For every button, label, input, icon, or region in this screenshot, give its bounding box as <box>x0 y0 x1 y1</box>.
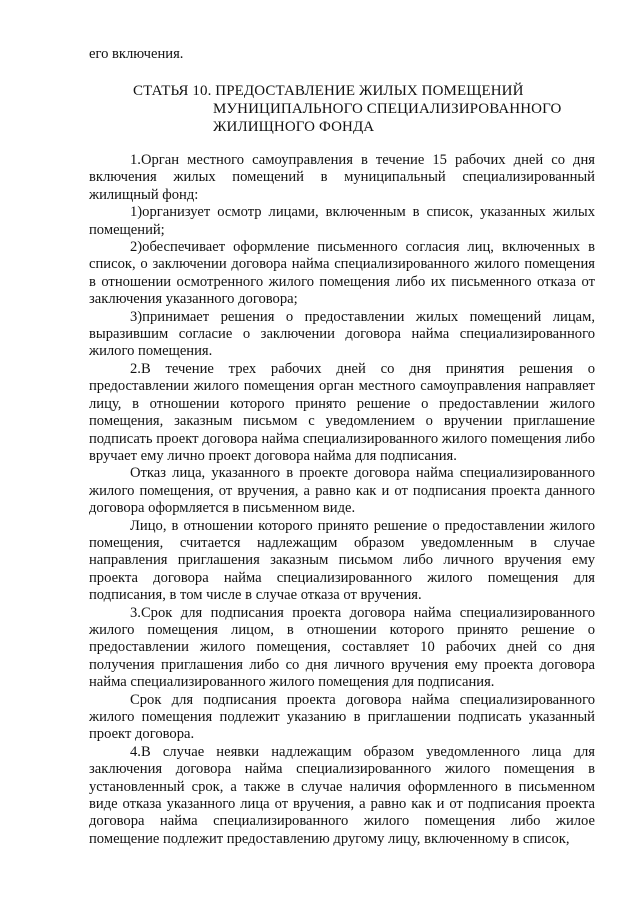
article-heading <box>133 82 593 136</box>
continuation-line: его включения. <box>89 46 184 62</box>
paragraph-1-item-3: 3)принимает решения о предоставлении жилых помещений лицам, выразившим согласие о заключении договора найма специализированного жилого помещения. <box>89 308 595 360</box>
paragraph-4: 4.В случае неявки надлежащим образом уведомленного лица для заключения договора найма специализированного жилого помещения в установленный срок, а также в случае наличия оформленного в письменном виде отказа указанного лица от вручения, а равно как и от подписания проекта договора найма специализированного жилого помещения либо жилое помещение подлежит предоставлению другому лицу, включенному в список, <box>89 743 595 847</box>
article-body <box>89 152 595 848</box>
paragraph-3-term: Срок для подписания проекта договора найма специализированного жилого помещения подлежит указанию в приглашении подписать указанный проект договора. <box>89 691 595 743</box>
paragraph-2-refusal: Отказ лица, указанного в проекте договора найма специализированного жилого помещения, от вручения, а равно как и от подписания проекта данного договора оформляется в письменном виде. <box>89 465 595 517</box>
paragraph-1: 1.Орган местного самоуправления в течение 15 рабочих дней со дня включения жилых помещений в муниципальный специализированный жилищный фонд: <box>89 152 595 203</box>
article-heading-line-1: СТАТЬЯ 10. ПРЕДОСТАВЛЕНИЕ ЖИЛЫХ ПОМЕЩЕНИЙ <box>133 83 524 99</box>
paragraph-3: 3.Срок для подписания проекта договора найма специализированного жилого помещения лицом, в отношении которого принято решение о предоставлении жилого помещения, составляет 10 рабочих дней со дня получения приглашения либо со дня личного вручения ему проекта договора найма специализированного жилого помещения для подписания. <box>89 604 595 691</box>
paragraph-2-notified: Лицо, в отношении которого принято решение о предоставлении жилого помещения, считается надлежащим образом уведомленным в случае направления приглашения заказным письмом либо личного вручения ему проекта договора найма специализированного жилого помещения для подписания, в том числе в случае отказа от вручения. <box>89 517 595 604</box>
article-heading-line-3: ЖИЛИЩНОГО ФОНДА <box>213 119 375 135</box>
paragraph-2: 2.В течение трех рабочих дней со дня принятия решения о предоставлении жилого помещения орган местного самоуправления направляет лицу, в отношении которого принято решение о предоставлении жилого помещения, заказным письмом с уведомлением о вручении приглашение подписать проект договора найма специализированного жилого помещения либо вручает ему лично проект договора найма для подписания. <box>89 360 595 464</box>
article-heading-line-2: МУНИЦИПАЛЬНОГО СПЕЦИАЛИЗИРОВАННОГО <box>213 101 562 117</box>
paragraph-1-item-2: 2)обеспечивает оформление письменного согласия лиц, включенных в список, о заключении договора найма специализированного жилого помещения в отношении осмотренного жилого помещения либо их письменного отказа от заключения указанного договора; <box>89 239 595 308</box>
paragraph-1-item-1: 1)организует осмотр лицами, включенным в список, указанных жилых помещений; <box>89 204 595 238</box>
